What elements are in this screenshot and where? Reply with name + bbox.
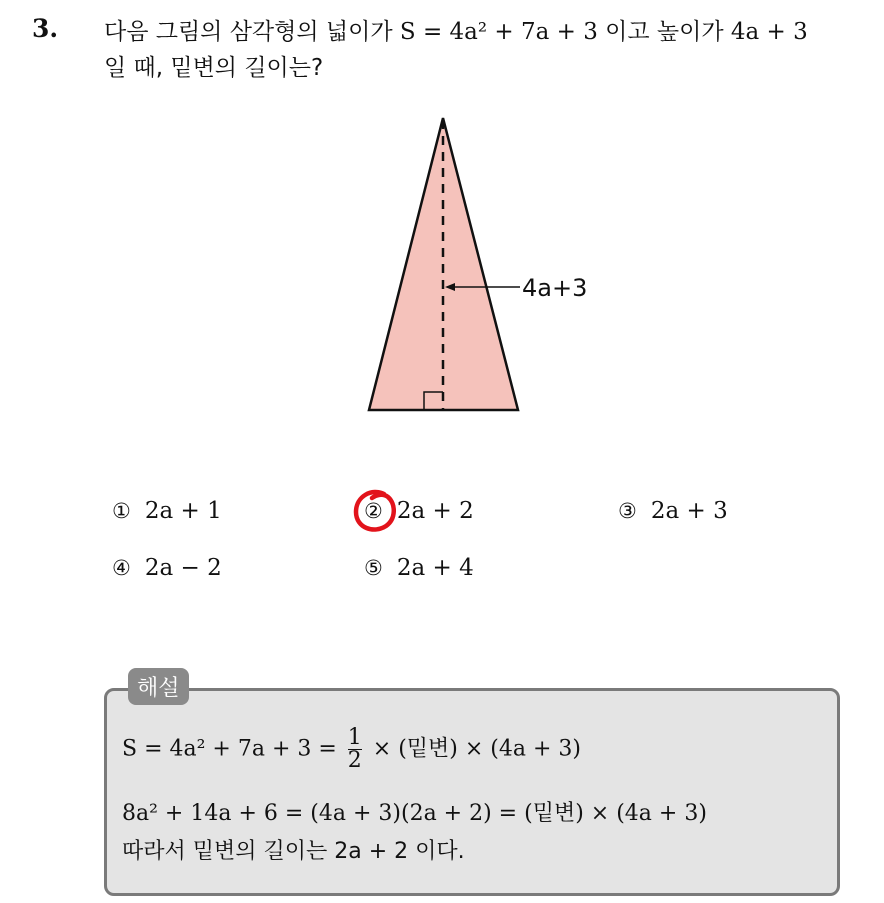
solution-line-2: 8a² + 14a + 6 = (4a + 3)(2a + 2) = (밑변) × (4a + 3) xyxy=(122,801,707,826)
choice-1-expr: 2a + 1 xyxy=(144,498,222,524)
question-text-part-b: 이고 높이가 xyxy=(597,19,731,45)
fraction-denominator: 2 xyxy=(347,748,362,773)
question-text-part-c: 일 때, 밑변의 길이는? xyxy=(104,55,324,81)
solution-line-1-left: S = 4a² + 7a + 3 = xyxy=(122,736,344,762)
choice-3-number: ③ xyxy=(618,499,637,523)
choice-5[interactable] xyxy=(364,555,474,581)
choice-4[interactable] xyxy=(112,555,222,581)
question-text-part-a: 다음 그림의 삼각형의 넓이가 xyxy=(104,19,400,45)
solution-line-3: 따라서 밑변의 길이는 2a + 2 이다. xyxy=(122,839,465,864)
choice-1-number: ① xyxy=(112,499,131,523)
choice-5-expr: 2a + 4 xyxy=(396,555,474,581)
height-expression: 4a + 3 xyxy=(730,19,808,45)
choice-2-expr: 2a + 2 xyxy=(396,498,474,524)
question-number: 3. xyxy=(32,14,59,43)
height-label: 4a+3 xyxy=(522,274,588,302)
area-equation: S = 4a² + 7a + 3 xyxy=(399,19,598,45)
choice-4-expr: 2a − 2 xyxy=(144,555,222,581)
choice-3[interactable] xyxy=(618,498,728,524)
solution-line-1-right: × (밑변) × (4a + 3) xyxy=(365,736,582,762)
answer-circle-mark xyxy=(350,486,404,538)
choice-3-expr: 2a + 3 xyxy=(650,498,728,524)
one-half-fraction xyxy=(348,727,362,772)
choice-4-number: ④ xyxy=(112,556,131,580)
fraction-numerator: 1 xyxy=(347,725,362,750)
choice-5-number: ⑤ xyxy=(364,556,383,580)
solution-tag: 해설 xyxy=(128,668,189,705)
question-text xyxy=(104,14,874,86)
choice-2-number: ② xyxy=(364,499,383,523)
solution-line-1 xyxy=(122,727,581,772)
triangle-figure xyxy=(350,108,630,428)
choice-1[interactable] xyxy=(112,498,222,524)
